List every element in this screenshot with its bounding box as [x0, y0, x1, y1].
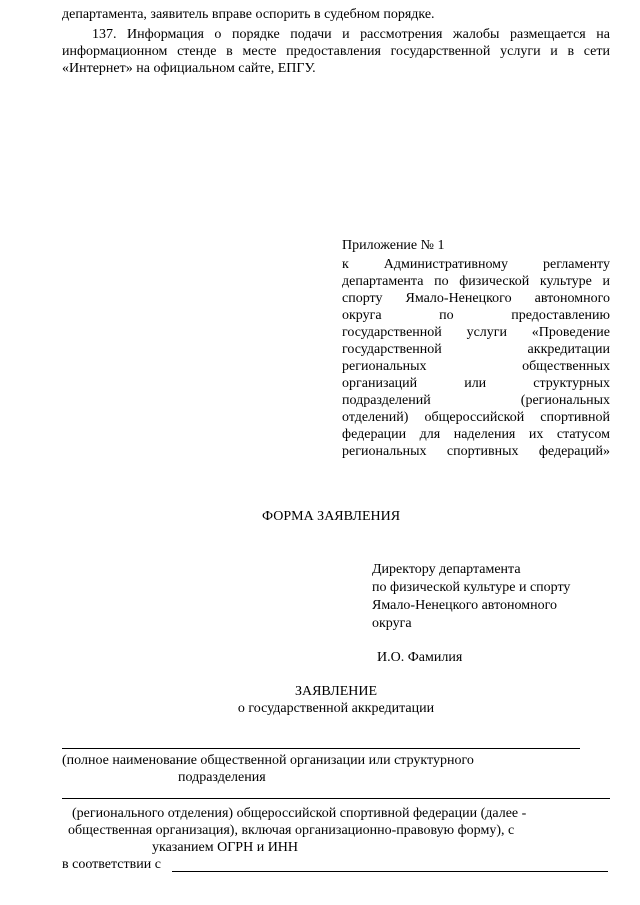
organization-details-line[interactable]	[62, 798, 610, 799]
appendix-line: округа по предоставлению	[342, 308, 610, 323]
addressee-line: по физической культуре и спорту	[372, 580, 571, 595]
appendix-line: региональных общественных	[342, 359, 610, 374]
appendix-title: Приложение № 1	[342, 238, 445, 253]
appendix-line: к Административному регламенту	[342, 257, 610, 272]
statement-subtitle: о государственной аккредитации	[237, 701, 435, 716]
statement-title: ЗАЯВЛЕНИЕ	[294, 684, 378, 699]
appendix-line: федерации для наделения их статусом	[342, 427, 610, 442]
paragraph-137	[62, 26, 610, 77]
field-hint: (полное наименование общественной организации или структурного	[62, 753, 474, 768]
in-accordance-label: в соответствии с	[62, 857, 161, 872]
appendix-line: спорту Ямало-Ненецкого автономного	[342, 291, 610, 306]
paragraph-prev-end	[62, 6, 610, 23]
prev-paragraph-line: департамента, заявитель вправе оспорить в судебном порядке.	[62, 7, 435, 22]
addressee-line: Ямало-Ненецкого автономного	[372, 598, 557, 613]
appendix-line: отделений) общероссийской спортивной	[342, 410, 610, 425]
appendix-line: организаций или структурных	[342, 376, 610, 391]
appendix-line: подразделений (региональных	[342, 393, 610, 408]
field-hint: общественная организация), включая организационно-правовую форму), с	[68, 823, 515, 838]
appendix-line: государственной аккредитации	[342, 342, 610, 357]
addressee-block	[372, 561, 612, 633]
field-hint: (регионального отделения) общероссийской спортивной федерации (далее -	[72, 806, 527, 821]
para137-line-3: «Интернет» на официальном сайте, ЕПГУ.	[62, 61, 316, 76]
appendix-line: департамента по физической культуре и	[342, 274, 610, 289]
form-title: ФОРМА ЗАЯВЛЕНИЯ	[262, 509, 401, 524]
field-hint: подразделения	[178, 770, 266, 785]
field-hint: указанием ОГРН и ИНН	[152, 840, 299, 855]
addressee-line: Директору департамента	[372, 562, 521, 577]
in-accordance-line[interactable]	[172, 871, 608, 872]
addressee-name: И.О. Фамилия	[377, 650, 463, 665]
organization-name-line[interactable]	[62, 748, 580, 749]
appendix-line: государственной услуги «Проведение	[342, 325, 610, 340]
para137-line-1: 137. Информация о порядке подачи и рассмотрения жалобы размещается на	[92, 27, 610, 42]
para137-line-2: информационном стенде в месте предоставления государственной услуги и в сети	[62, 44, 610, 59]
addressee-line: округа	[372, 616, 412, 631]
appendix-block	[342, 237, 610, 460]
appendix-line: региональных спортивных федераций»	[342, 444, 610, 459]
